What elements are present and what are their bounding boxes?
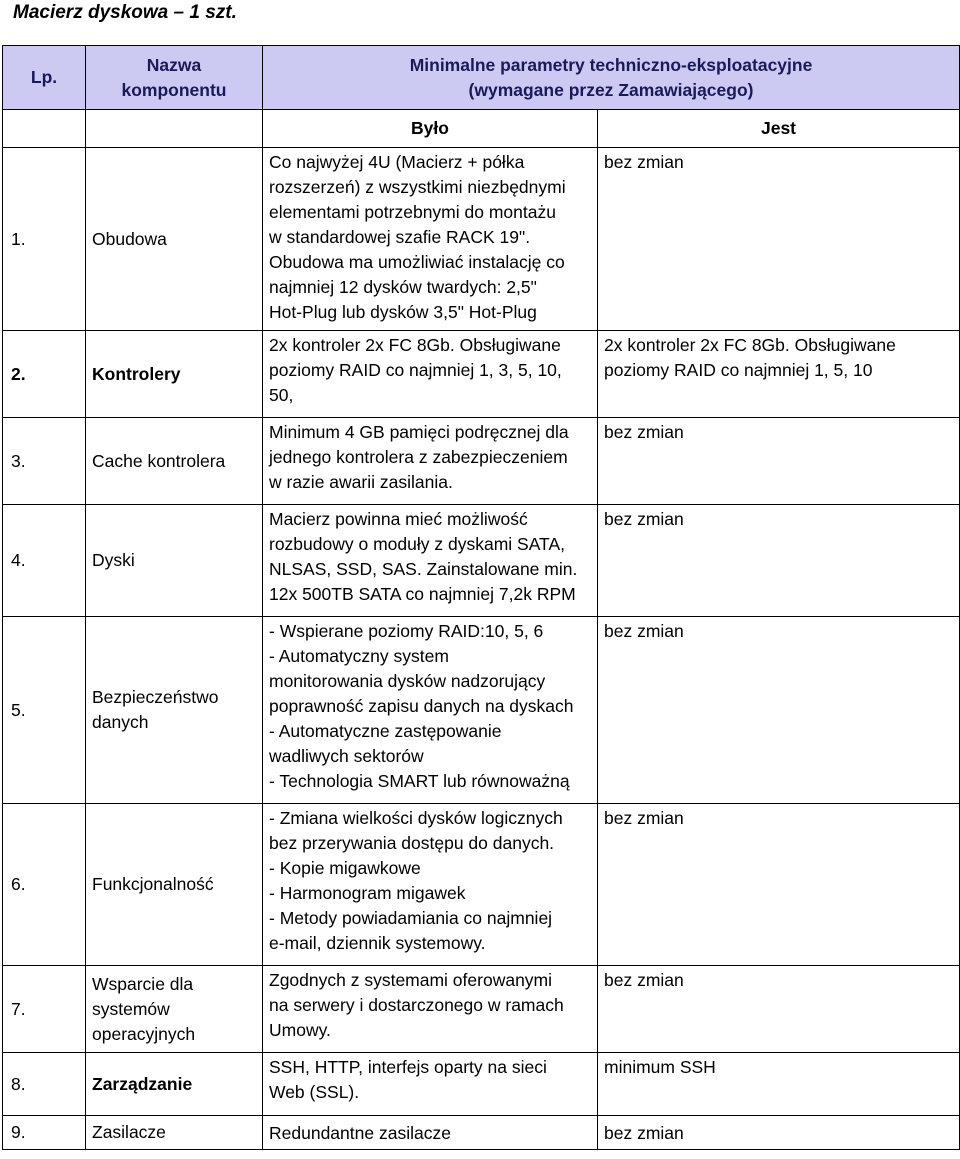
table-row bbox=[3, 1053, 960, 1116]
jest-line: bez zmian bbox=[604, 509, 684, 529]
row-bylo bbox=[263, 617, 598, 804]
params-header bbox=[263, 46, 960, 110]
row-bylo bbox=[263, 331, 598, 418]
bylo-line: w standardowej szafie RACK 19". bbox=[269, 227, 531, 247]
row-component-name: Obudowa bbox=[86, 148, 263, 331]
bylo-line: elementami potrzebnymi do montażu bbox=[269, 202, 556, 222]
bylo-line: - Automatyczny system bbox=[269, 646, 449, 666]
bylo-line: monitorowania dysków nadzorujący bbox=[269, 671, 546, 691]
bylo-line: na serwery i dostarczonego w ramach bbox=[269, 995, 564, 1015]
component-name-line: systemów bbox=[92, 998, 170, 1019]
row-jest bbox=[598, 418, 960, 505]
document-title: Macierz dyskowa – 1 szt. bbox=[13, 2, 237, 23]
bylo-line: poprawność zapisu danych na dyskach bbox=[269, 696, 574, 716]
bylo-line: - Kopie migawkowe bbox=[269, 858, 421, 878]
spec-table bbox=[2, 45, 960, 1150]
bylo-line: Macierz powinna mieć możliwość bbox=[269, 509, 528, 529]
table-row bbox=[3, 418, 960, 505]
params-header-line2: (wymagane przez Zamawiającego) bbox=[468, 79, 754, 100]
row-component-name: Funkcjonalność bbox=[86, 804, 263, 966]
table-row bbox=[3, 966, 960, 1053]
row-jest bbox=[598, 331, 960, 418]
row-component-name: Dyski bbox=[86, 505, 263, 617]
row-jest bbox=[598, 966, 960, 1053]
row-component-name: Kontrolery bbox=[86, 331, 263, 418]
jest-line: bez zmian bbox=[604, 808, 684, 828]
row-lp: 2. bbox=[3, 331, 86, 418]
bylo-line: najmniej 12 dysków twardych: 2,5" bbox=[269, 277, 537, 297]
jest-line: bez zmian bbox=[604, 970, 684, 990]
bylo-line: 12x 500TB SATA co najmniej 7,2k RPM bbox=[269, 584, 576, 604]
row-bylo bbox=[263, 1116, 598, 1150]
row-lp: 8. bbox=[3, 1053, 86, 1116]
subheader-blank-lp bbox=[3, 110, 86, 148]
bylo-line: poziomy RAID co najmniej 1, 3, 5, 10, bbox=[269, 360, 562, 380]
component-name-line: danych bbox=[92, 712, 149, 732]
bylo-line: - Harmonogram migawek bbox=[269, 883, 466, 903]
row-component-name bbox=[86, 966, 263, 1053]
bylo-line: Hot-Plug lub dysków 3,5" Hot-Plug bbox=[269, 302, 537, 322]
row-jest bbox=[598, 148, 960, 331]
bylo-line: e-mail, dziennik systemowy. bbox=[269, 933, 486, 953]
bylo-line: Redundantne zasilacze bbox=[269, 1123, 451, 1143]
row-component-name: Zarządzanie bbox=[86, 1053, 263, 1116]
jest-line: 2x kontroler 2x FC 8Gb. Obsługiwane bbox=[604, 335, 896, 355]
jest-line: minimum SSH bbox=[604, 1057, 716, 1077]
row-jest bbox=[598, 1053, 960, 1116]
bylo-line: rozszerzeń) z wszystkimi niezbędnymi bbox=[269, 177, 566, 197]
bylo-line: Minimum 4 GB pamięci podręcznej dla bbox=[269, 422, 569, 442]
jest-line: bez zmian bbox=[604, 621, 684, 641]
bylo-line: Umowy. bbox=[269, 1020, 331, 1040]
jest-line: bez zmian bbox=[604, 1123, 684, 1143]
component-name-line: Wsparcie dla bbox=[92, 973, 194, 994]
bylo-line: jednego kontrolera z zabezpieczeniem bbox=[269, 447, 568, 467]
row-bylo bbox=[263, 505, 598, 617]
row-lp: 7. bbox=[3, 966, 86, 1053]
bylo-line: SSH, HTTP, interfejs oparty na sieci bbox=[269, 1057, 547, 1077]
jest-line: poziomy RAID co najmniej 1, 5, 10 bbox=[604, 360, 873, 380]
bylo-line: - Metody powiadamiania co najmniej bbox=[269, 908, 553, 928]
jest-line: bez zmian bbox=[604, 422, 684, 442]
header-row bbox=[3, 46, 960, 110]
subheader-blank-name bbox=[86, 110, 263, 148]
row-jest bbox=[598, 804, 960, 966]
bylo-line: - Technologia SMART lub równoważną bbox=[269, 771, 570, 791]
row-component-name bbox=[86, 617, 263, 804]
bylo-line: wadliwych sektorów bbox=[269, 746, 424, 766]
row-jest bbox=[598, 617, 960, 804]
bylo-line: bez przerywania dostępu do danych. bbox=[269, 833, 555, 853]
row-jest bbox=[598, 505, 960, 617]
bylo-header: Było bbox=[263, 110, 598, 148]
table-row bbox=[3, 148, 960, 331]
table-row bbox=[3, 617, 960, 804]
row-component-name: Zasilacze bbox=[86, 1116, 263, 1150]
row-component-name: Cache kontrolera bbox=[86, 418, 263, 505]
bylo-line: Co najwyżej 4U (Macierz + półka bbox=[269, 152, 525, 172]
row-lp: 6. bbox=[3, 804, 86, 966]
table-row bbox=[3, 1116, 960, 1150]
table-row bbox=[3, 505, 960, 617]
component-name-header-line2: komponentu bbox=[121, 79, 227, 100]
bylo-line: Zgodnych z systemami oferowanymi bbox=[269, 970, 553, 990]
component-name-line: Bezpieczeństwo bbox=[92, 687, 219, 707]
component-name-header bbox=[86, 46, 263, 110]
bylo-line: - Zmiana wielkości dysków logicznych bbox=[269, 808, 563, 828]
bylo-line: - Automatyczne zastępowanie bbox=[269, 721, 502, 741]
row-lp: 3. bbox=[3, 418, 86, 505]
bylo-line: 50, bbox=[269, 385, 294, 405]
row-bylo bbox=[263, 148, 598, 331]
bylo-line: 2x kontroler 2x FC 8Gb. Obsługiwane bbox=[269, 335, 561, 355]
component-name-line: operacyjnych bbox=[92, 1023, 196, 1044]
table-row bbox=[3, 804, 960, 966]
row-lp: 4. bbox=[3, 505, 86, 617]
jest-header: Jest bbox=[598, 110, 960, 148]
row-bylo bbox=[263, 1053, 598, 1116]
subheader-row bbox=[3, 110, 960, 148]
bylo-line: Web (SSL). bbox=[269, 1082, 360, 1102]
jest-line: bez zmian bbox=[604, 152, 684, 172]
row-lp: 5. bbox=[3, 617, 86, 804]
row-bylo bbox=[263, 804, 598, 966]
row-lp: 1. bbox=[3, 148, 86, 331]
row-bylo bbox=[263, 418, 598, 505]
table-row bbox=[3, 331, 960, 418]
row-bylo bbox=[263, 966, 598, 1053]
row-lp: 9. bbox=[3, 1116, 86, 1150]
bylo-line: rozbudowy o moduły z dyskami SATA, bbox=[269, 534, 565, 554]
params-header-line1: Minimalne parametry techniczno-eksploatacyjne bbox=[409, 54, 813, 75]
lp-header: Lp. bbox=[3, 46, 86, 110]
row-jest bbox=[598, 1116, 960, 1150]
bylo-line: NLSAS, SSD, SAS. Zainstalowane min. bbox=[269, 559, 578, 579]
bylo-line: w razie awarii zasilania. bbox=[269, 472, 453, 492]
component-name-header-line1: Nazwa bbox=[146, 54, 202, 75]
bylo-line: Obudowa ma umożliwiać instalację co bbox=[269, 252, 565, 272]
bylo-line: - Wspierane poziomy RAID:10, 5, 6 bbox=[269, 621, 544, 641]
